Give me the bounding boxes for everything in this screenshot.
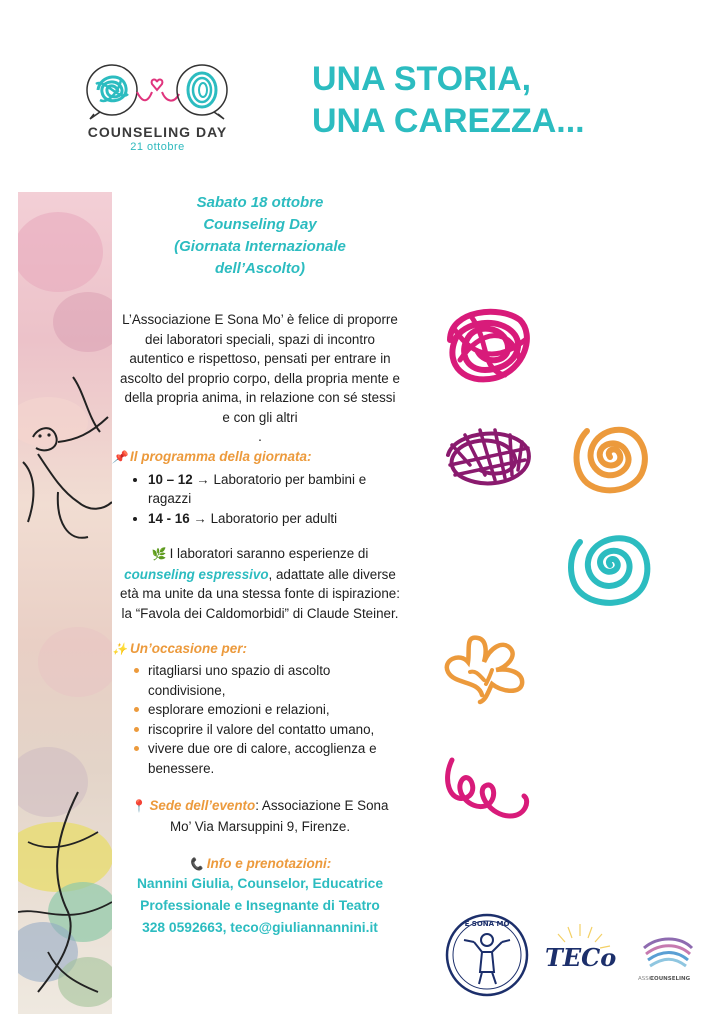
intro-paragraph	[120, 310, 400, 447]
orange-flower-scribble-icon	[440, 630, 530, 705]
contact-line-3: 328 0592663, teco@giuliannannini.it	[142, 920, 378, 935]
info-section	[120, 856, 400, 939]
logo-date: 21 ottobre	[130, 141, 185, 153]
asso-logo-text-b: COUNSELING	[650, 976, 691, 982]
program-title	[112, 449, 400, 464]
event-title-block	[120, 192, 400, 280]
info-title-text: Info e prenotazioni:	[206, 856, 332, 871]
program-time: 14 - 16	[148, 510, 190, 526]
magenta-loops-scribble-icon	[440, 740, 535, 825]
program-text: Laboratorio per adulti	[210, 510, 338, 526]
intro-trailing: .	[258, 429, 262, 444]
labs-paragraph	[120, 544, 400, 623]
event-subtitle-1: (Giornata Internazionale	[174, 238, 346, 255]
contact-line-2: Professionale e Insegnante di Teatro	[140, 898, 380, 913]
esonamo-logo-text: E SONA MO	[464, 920, 510, 928]
occasion-title	[112, 641, 400, 656]
occasion-item: riscoprire il valore del contatto umano,	[134, 720, 400, 740]
headline-line-1: UNA STORIA,	[312, 60, 532, 98]
intro-text: L’Associazione E Sona Mo’ è felice di proporre dei laboratori speciali, spazi di incontro autentico e rispettoso, pensati per entrare in ascolto del proprio corpo, della propria mente e della propria anima, in relazione con sé stessi e con gli altri	[120, 312, 400, 425]
pushpin-icon: 📌	[112, 449, 127, 464]
asso-logo-text-a: ASSO	[638, 976, 654, 982]
e-sona-mo-logo	[444, 912, 530, 998]
assocounseling-logo	[636, 934, 698, 990]
occasion-item: ritagliarsi uno spazio di ascolto condivisione,	[134, 661, 400, 700]
labs-highlight: counseling espressivo	[124, 566, 269, 582]
program-title-text: Il programma della giornata:	[129, 448, 312, 464]
herb-icon: 🌿	[151, 547, 167, 561]
teco-logo-text: TECo	[545, 943, 617, 972]
info-contact	[120, 873, 400, 939]
venue-label: Sede dell’evento	[149, 798, 256, 813]
program-item	[148, 470, 400, 509]
program-list	[120, 470, 400, 529]
contact-line-1: Nannini Giulia, Counselor, Educatrice	[136, 876, 384, 891]
program-section	[112, 448, 400, 529]
venue-text: : Associazione E Sona Mo’ Via Marsuppini 9, Firenze.	[169, 798, 389, 834]
arrow: →	[196, 471, 210, 487]
magenta-scribble-icon	[440, 300, 535, 385]
labs-text-before: I laboratori saranno esperienze di	[169, 546, 369, 561]
event-subtitle-2: dell’Ascolto)	[214, 260, 305, 277]
program-time: 10 – 12	[148, 471, 193, 487]
decorative-artwork-strip	[18, 192, 112, 1014]
sparkles-icon: ✨	[112, 642, 127, 656]
main-text-column	[112, 192, 400, 939]
occasion-section	[112, 641, 400, 778]
occasion-title-text: Un’occasione per:	[129, 641, 247, 656]
teal-spiral-icon	[560, 520, 660, 610]
logo-scribble-icon	[80, 62, 235, 120]
info-title	[120, 856, 400, 871]
purple-scribble-icon	[440, 420, 535, 490]
program-item	[148, 509, 400, 529]
labs-text-after: , adattate alle diverse età ma unite da una stessa fonte di ispirazione: la “Favola dei Caldomorbidi” di Claude Steiner.	[120, 566, 400, 621]
orange-spiral-scribble-icon	[565, 415, 655, 500]
headline-line-2: UNA CAREZZA...	[312, 102, 585, 140]
event-date: Sabato 18 ottobre	[196, 194, 324, 211]
teco-logo	[540, 922, 625, 982]
event-name: Counseling Day	[203, 216, 317, 233]
venue-paragraph	[120, 796, 400, 836]
phone-icon: 📞	[188, 857, 204, 871]
logo-name: COUNSELING DAY	[87, 124, 228, 140]
program-text: Laboratorio per bambini e ragazzi	[148, 471, 367, 506]
occasion-item: esplorare emozioni e relazioni,	[134, 700, 400, 720]
occasion-item: vivere due ore di calore, accoglienza e benessere.	[134, 739, 400, 778]
pin-icon: 📍	[131, 799, 147, 813]
counseling-day-logo	[70, 62, 245, 157]
arrow: →	[193, 510, 207, 526]
occasion-list	[120, 661, 400, 778]
headline	[312, 58, 585, 142]
